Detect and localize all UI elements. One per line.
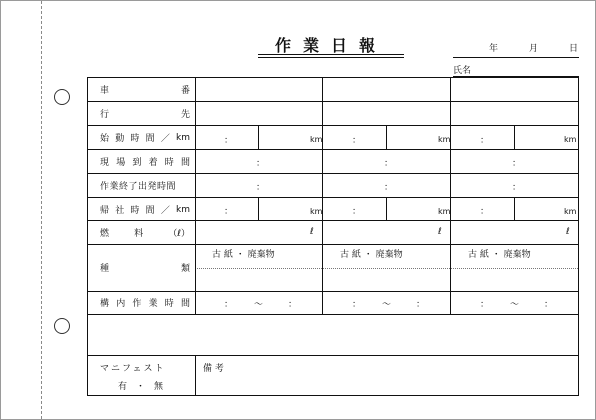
start-time-colon: ： <box>480 136 490 146</box>
label-manifest: マニフェスト <box>100 364 166 374</box>
liter-unit: ℓ <box>566 227 570 237</box>
work-start-colon: ： <box>352 300 362 310</box>
arrival-time-colon: ： <box>384 159 394 169</box>
work-end-colon: ： <box>544 300 554 310</box>
title-underline <box>258 57 404 58</box>
title-underline <box>258 54 404 55</box>
label-vehicle-number: 車 番 <box>100 86 190 96</box>
km-unit: km <box>310 135 323 144</box>
label-work-end-departure: 作業終了出発時間 <box>100 182 177 192</box>
label-type: 種 類 <box>100 264 190 274</box>
month-label: 月 <box>529 44 539 54</box>
waste-type-text: 古 紙 ・ 廃棄物 <box>212 250 275 260</box>
label-start-time-km: 始 動 時 間 ／ km <box>100 132 190 144</box>
return-time-colon: ： <box>352 207 362 217</box>
liter-unit: ℓ <box>310 227 314 237</box>
km-unit: km <box>310 207 323 216</box>
name-label: 氏名 <box>453 66 472 76</box>
binding-hole <box>54 318 70 334</box>
arrival-time-colon: ： <box>512 159 522 169</box>
label-site-arrival-time: 現 場 到 着 時 間 <box>100 158 190 168</box>
work-start-colon: ： <box>480 300 490 310</box>
start-time-colon: ： <box>224 136 234 146</box>
km-unit: km <box>564 135 577 144</box>
label-fuel: 燃 料 （ℓ） <box>100 229 190 239</box>
page-title: 作業日報 <box>274 36 387 55</box>
waste-type-text: 古 紙 ・ 廃棄物 <box>468 250 531 260</box>
manifest-choice: 有 ・ 無 <box>118 382 164 392</box>
km-unit: km <box>564 207 577 216</box>
arrival-time-colon: ： <box>256 159 266 169</box>
time-range-tilde: 〜 <box>510 300 520 310</box>
return-time-colon: ： <box>224 207 234 217</box>
work-start-colon: ： <box>224 300 234 310</box>
end-time-colon: ： <box>384 183 394 193</box>
time-range-tilde: 〜 <box>382 300 392 310</box>
start-time-colon: ： <box>352 136 362 146</box>
km-unit: km <box>438 207 451 216</box>
return-time-colon: ： <box>480 207 490 217</box>
waste-type-text: 古 紙 ・ 廃棄物 <box>340 250 403 260</box>
label-destination: 行 先 <box>100 110 190 120</box>
remarks-label: 備 考 <box>203 364 224 374</box>
date-underline <box>453 57 579 58</box>
year-label: 年 <box>489 44 499 54</box>
km-unit: km <box>438 135 451 144</box>
end-time-colon: ： <box>512 183 522 193</box>
work-end-colon: ： <box>288 300 298 310</box>
label-return-time-km: 帰 社 時 間 ／ km <box>100 204 190 216</box>
label-onsite-work-time: 構 内 作 業 時 間 <box>100 299 190 309</box>
work-end-colon: ： <box>416 300 426 310</box>
report-form-table <box>87 77 579 396</box>
time-range-tilde: 〜 <box>254 300 264 310</box>
end-time-colon: ： <box>256 183 266 193</box>
binding-hole <box>54 89 70 105</box>
day-label: 日 <box>569 44 579 54</box>
perforation-line <box>41 1 42 419</box>
liter-unit: ℓ <box>438 227 442 237</box>
